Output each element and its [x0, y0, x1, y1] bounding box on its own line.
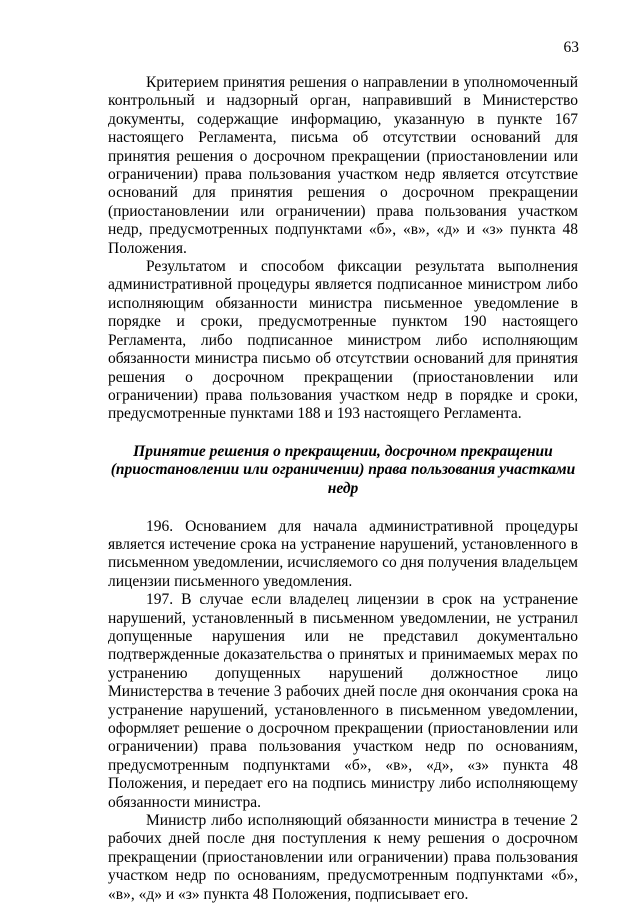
page-number: 63 — [563, 39, 579, 56]
paragraph-197: 197. В случае если владелец лицензии в срок на устранение нарушений, установленный в письменном уведомлении, не устранил допущенные нарушения или не представил документально подтвержденные доказательства о принятых и принимаемых мерах по устранению допущенных нарушений должностное лицо Министерства в течение 3 рабочих дней после дня окончания срока на устранение нарушений, установленного в письменном уведомлении, оформляет решение о досрочном прекращении (приостановлении или ограничении) права пользования участком недр по основаниям, предусмотренным подпунктами «б», «в», «д», «з» пункта 48 Положения, и передает его на подпись министру либо исполняющему обязанности министра. — [108, 591, 578, 811]
section-heading — [108, 443, 578, 499]
section-heading-line: Принятие решения о прекращении, досрочном прекращении — [133, 442, 553, 460]
section-heading-line: недр — [327, 479, 359, 497]
document-body — [108, 74, 578, 904]
section-heading-line: (приостановлении или ограничении) права пользования участками — [110, 461, 576, 479]
paragraph-minister-signs: Министр либо исполняющий обязанности министра в течение 2 рабочих дней после дня поступления к нему решения о досрочном прекращении (приостановлении или ограничении) права пользования участком недр по основаниям, предусмотренным подпунктами «б», «в», «д» и «з» пункта 48 Положения, подписывает его. — [108, 812, 578, 903]
paragraph-196: 196. Основанием для начала административной процедуры является истечение срока на устранение нарушений, установленного в письменном уведомлении, исчисляемого со дня получения владельцем лицензии письменного уведомления. — [108, 517, 578, 590]
paragraph-criterion: Критерием принятия решения о направлении в уполномоченный контрольный и надзорный орган, направивший в Министерство документы, содержащие информацию, указанную в пункте 167 настоящего Регламента, письма об отсутствии оснований для принятия решения о досрочном прекращении (приостановлении или ограничении) права пользования участком недр является отсутствие оснований для принятия решения о досрочном прекращении (приостановлении или ограничении) права пользования участком недр, предусмотренных подпунктами «б», «в», «д» и «з» пункта 48 Положения. — [108, 74, 578, 257]
paragraph-result: Результатом и способом фиксации результата выполнения административной процедуры является подписанное министром либо исполняющим обязанности министра письменное уведомление в порядке и сроки, предусмотренные пунктом 190 настоящего Регламента, либо подписанное министром либо исполняющим обязанности министра письмо об отсутствии оснований для принятия решения о досрочном прекращении (приостановлении или ограничении) права пользования участком недр в порядке и сроки, предусмотренные пунктами 188 и 193 настоящего Регламента. — [108, 258, 578, 423]
